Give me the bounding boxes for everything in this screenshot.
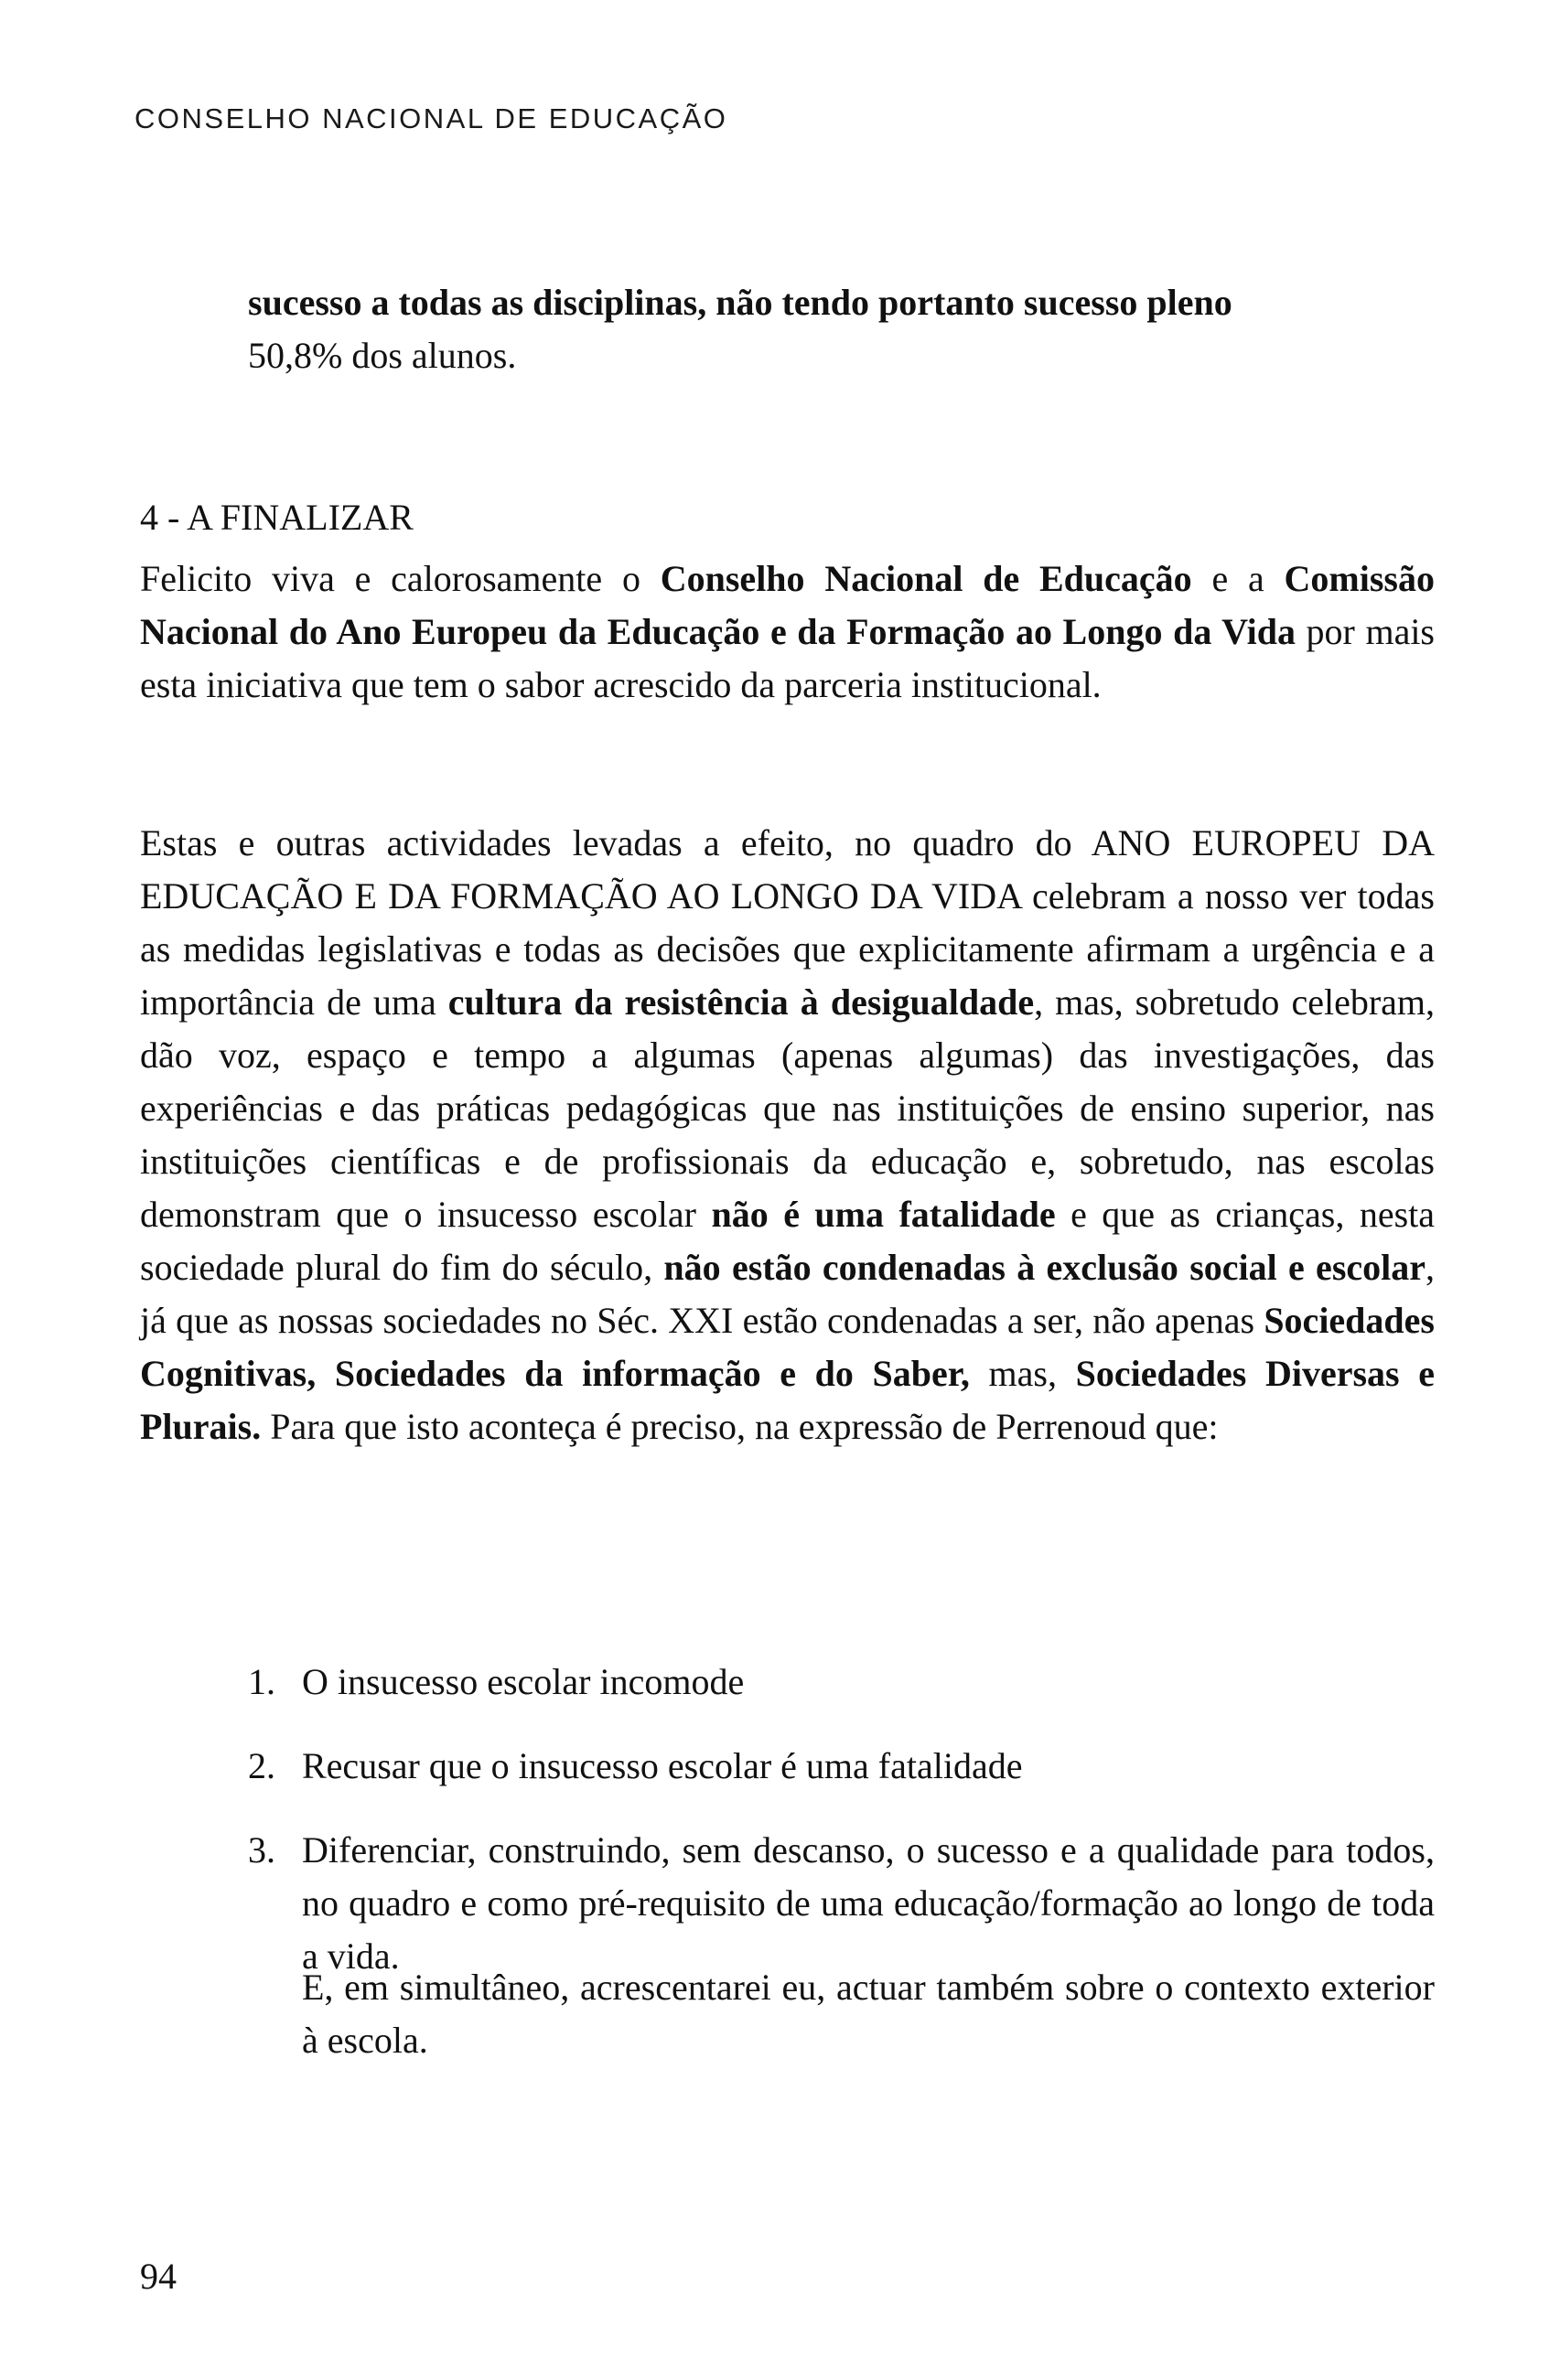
list-item: [248, 1740, 1435, 1793]
text: Para que isto aconteça é preciso, na expressão de Perrenoud que:: [261, 1406, 1219, 1447]
text: Estas e outras actividades levadas a efeito, no quadro do ANO EUROPEU DA EDUCAÇÃO E DA FORMAÇÃO AO LONGO DA VIDA celebram a nosso ver todas as medidas legislativas e todas as decisões que explicitamente afirmam a urgência e a importância de uma: [140, 822, 1435, 1023]
intro-bold-text: sucesso a todas as disciplinas, não tendo portanto sucesso pleno: [248, 282, 1232, 323]
page-number: 94: [140, 2256, 177, 2297]
section-heading: 4 - A FINALIZAR: [140, 497, 414, 538]
bold-text: cultura da resistência à desigualdade: [447, 981, 1035, 1023]
paragraph-congratulations: [140, 552, 1435, 712]
list-number: 2.: [248, 1745, 275, 1786]
list-item: [248, 1656, 1435, 1709]
list-text: O insucesso escolar incomode: [302, 1661, 745, 1702]
intro-paragraph: [248, 276, 1435, 382]
running-header: CONSELHO NACIONAL DE EDUCAÇÃO: [134, 102, 728, 134]
text: , já que as nossas sociedades no Séc. XXI estão condenadas a ser, não apenas: [140, 1247, 1436, 1341]
bold-text: Conselho Nacional de Educação: [660, 558, 1192, 599]
bold-text: Sociedades Cognitivas, Sociedades da informação e do Saber,: [140, 1300, 1435, 1394]
list-number: 3.: [248, 1829, 275, 1871]
text: e a: [1191, 558, 1285, 599]
intro-text: 50,8% dos alunos.: [248, 335, 517, 376]
text: Felicito viva e calorosamente o: [140, 558, 661, 599]
bold-text: não é uma fatalidade: [711, 1194, 1056, 1235]
list-item: [248, 1824, 1435, 1983]
text: por mais esta iniciativa que tem o sabor acrescido da parceria institucional.: [140, 611, 1435, 705]
closing-paragraph: E, em simultâneo, acrescentarei eu, actuar também sobre o contexto exterior à escola.: [302, 1967, 1435, 2061]
list-text: Recusar que o insucesso escolar é uma fatalidade: [302, 1745, 1023, 1786]
text: mas,: [969, 1353, 1076, 1394]
bold-text: Comissão Nacional do Ano Europeu da Educação e da Formação ao Longo da Vida: [140, 558, 1435, 652]
bold-text: Sociedades Diversas e Plurais.: [140, 1353, 1435, 1447]
list-number: 1.: [248, 1661, 275, 1702]
bold-text: não estão condenadas à exclusão social e escolar: [663, 1247, 1426, 1288]
paragraph-activities: [140, 817, 1435, 1453]
text: e que as crianças, nesta sociedade plural do fim do século,: [140, 1194, 1436, 1288]
list-text: Diferenciar, construindo, sem descanso, o sucesso e a qualidade para todos, no quadro e como pré-requisito de uma educação/formação ao longo de toda a vida.: [302, 1829, 1435, 1977]
text: , mas, sobretudo celebram, dão voz, espaço e tempo a algumas (apenas algumas) das investigações, das experiências e das práticas pedagógicas que nas instituições de ensino superior, nas instituições científicas e de profissionais da educação e, sobretudo, nas escolas demonstram que o insucesso escolar: [140, 981, 1436, 1235]
